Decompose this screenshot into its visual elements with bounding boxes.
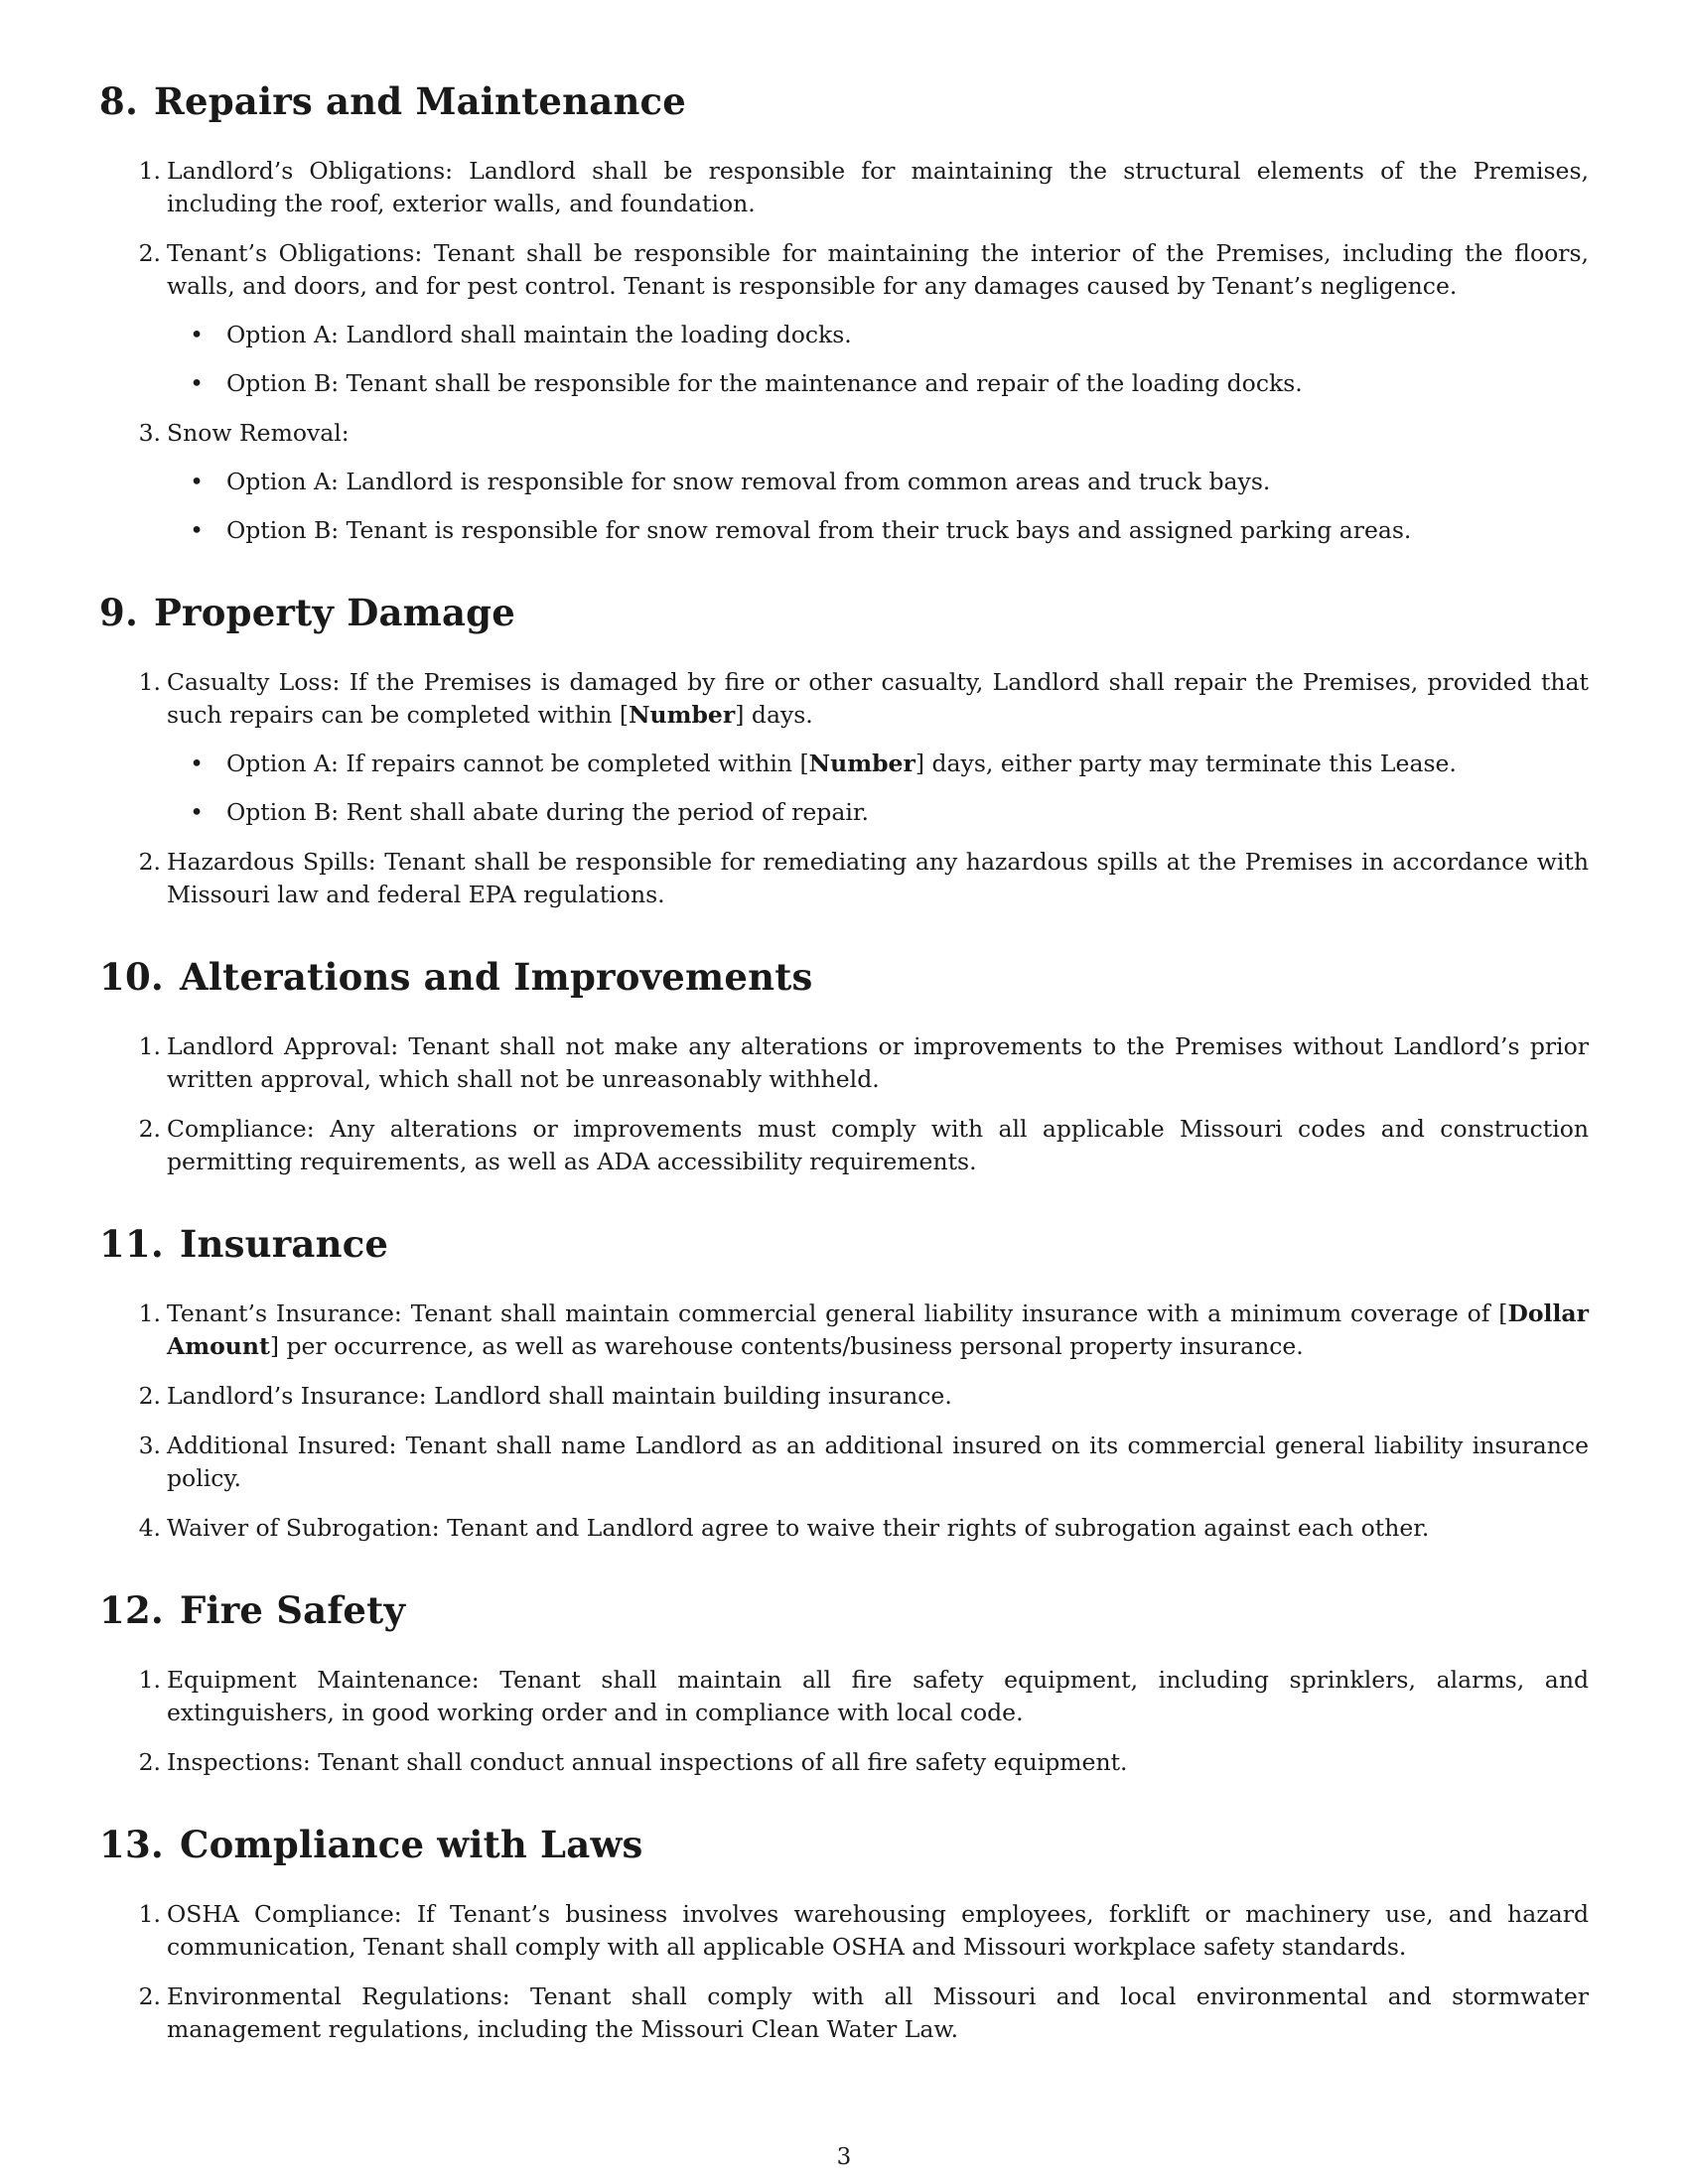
list-item: 1. Landlord Approval: Tenant shall not make any alterations or improvements to the Premises without Landlord’s prior written approval, which shall not be unreasonably withheld. bbox=[138, 1032, 1589, 1093]
section-heading: 9. Property Damage bbox=[99, 591, 515, 634]
section-heading: 11. Insurance bbox=[99, 1222, 389, 1266]
list-item: 2. Environmental Regulations: Tenant shall comply with all Missouri and local environmental and stormwater management regulations, including the Missouri Clean Water Law. bbox=[138, 1982, 1589, 2043]
list-item: 1. OSHA Compliance: If Tenant’s business involves warehousing employees, forklift or machinery use, and hazard communication, Tenant shall comply with all applicable OSHA and Missouri workplace safety standards. bbox=[138, 1900, 1589, 1961]
section-9 bbox=[99, 591, 1589, 911]
option-item: • Option B: Tenant is responsible for snow removal from their truck bays and assigned parking areas. bbox=[167, 514, 1589, 547]
option-item: • Option B: Rent shall abate during the period of repair. bbox=[167, 796, 1589, 829]
option-item: • Option A: Landlord shall maintain the loading docks. bbox=[167, 319, 1589, 351]
bullet-icon: • bbox=[190, 468, 204, 495]
section-heading: 12. Fire Safety bbox=[99, 1588, 406, 1632]
bullet-icon: • bbox=[190, 321, 204, 348]
page-number: 3 bbox=[836, 2144, 852, 2170]
bullet-icon: • bbox=[190, 516, 204, 544]
option-item: • Option A: If repairs cannot be completed within [Number] days, either party may terminate this Lease. bbox=[167, 748, 1589, 780]
section-heading: 8. Repairs and Maintenance bbox=[99, 79, 687, 123]
section-10 bbox=[99, 955, 1589, 1178]
list-item: 2. Hazardous Spills: Tenant shall be responsible for remediating any hazardous spills at the Premises in accordance with Missouri law and federal EPA regulations. bbox=[138, 848, 1589, 908]
list-item: 1. Casualty Loss: If the Premises is damaged by fire or other casualty, Landlord shall repair the Premises, provided that such repairs can be completed within [Number] days. • Option A: If repairs cannot be completed within [Number] days, either party may terminate this Lease. • Option B: Rent shall abate during the period of repair. bbox=[99, 666, 1589, 829]
section-heading: 10. Alterations and Improvements bbox=[99, 955, 813, 999]
section-heading: 13. Compliance with Laws bbox=[99, 1823, 643, 1866]
option-item: • Option B: Tenant shall be responsible for the maintenance and repair of the loading docks. bbox=[167, 367, 1589, 400]
list-item: 3. Snow Removal: • Option A: Landlord is responsible for snow removal from common areas and truck bays. • Option B: Tenant is responsible for snow removal from their truck bays and assigned parking areas. bbox=[99, 417, 1589, 547]
document-page bbox=[99, 79, 1589, 2090]
section-13 bbox=[99, 1823, 1589, 2046]
section-8 bbox=[99, 79, 1589, 547]
list-item: 2. Inspections: Tenant shall conduct annual inspections of all fire safety equipment. bbox=[138, 1748, 1128, 1776]
list-item: 2. Compliance: Any alterations or improvements must comply with all applicable Missouri codes and construction permitting requirements, as well as ADA accessibility requirements. bbox=[138, 1115, 1589, 1175]
list-item: 2. Landlord’s Insurance: Landlord shall maintain building insurance. bbox=[138, 1382, 952, 1410]
option-item: • Option A: Landlord is responsible for snow removal from common areas and truck bays. bbox=[167, 466, 1589, 498]
section-11 bbox=[99, 1222, 1589, 1545]
list-item: 1. Landlord’s Obligations: Landlord shall be responsible for maintaining the structural elements of the Premises, including the roof, exterior walls, and foundation. bbox=[138, 157, 1589, 217]
bullet-icon: • bbox=[190, 369, 204, 397]
list-item: 1. Equipment Maintenance: Tenant shall maintain all fire safety equipment, including sprinklers, alarms, and extinguishers, in good working order and in compliance with local code. bbox=[138, 1666, 1589, 1726]
bullet-icon: • bbox=[190, 798, 204, 826]
section-12 bbox=[99, 1588, 1589, 1779]
list-item: 4. Waiver of Subrogation: Tenant and Landlord agree to waive their rights of subrogation against each other. bbox=[138, 1514, 1430, 1542]
list-item: 3. Additional Insured: Tenant shall name Landlord as an additional insured on its commercial general liability insurance policy. bbox=[138, 1432, 1589, 1492]
list-item: 2. Tenant’s Obligations: Tenant shall be responsible for maintaining the interior of the Premises, including the floors, walls, and doors, and for pest control. Tenant is responsible for any damages caused by Tenant’s negligence. • Option A: Landlord shall maintain the loading docks. • Option B: Tenant shall be responsible for the maintenance and repair of the loading docks. bbox=[99, 237, 1589, 400]
bullet-icon: • bbox=[190, 750, 204, 777]
list-item: 1. Tenant’s Insurance: Tenant shall maintain commercial general liability insurance with a minimum coverage of [Dollar Amount] per occurrence, as well as warehouse contents/business personal property insurance. bbox=[138, 1299, 1589, 1360]
